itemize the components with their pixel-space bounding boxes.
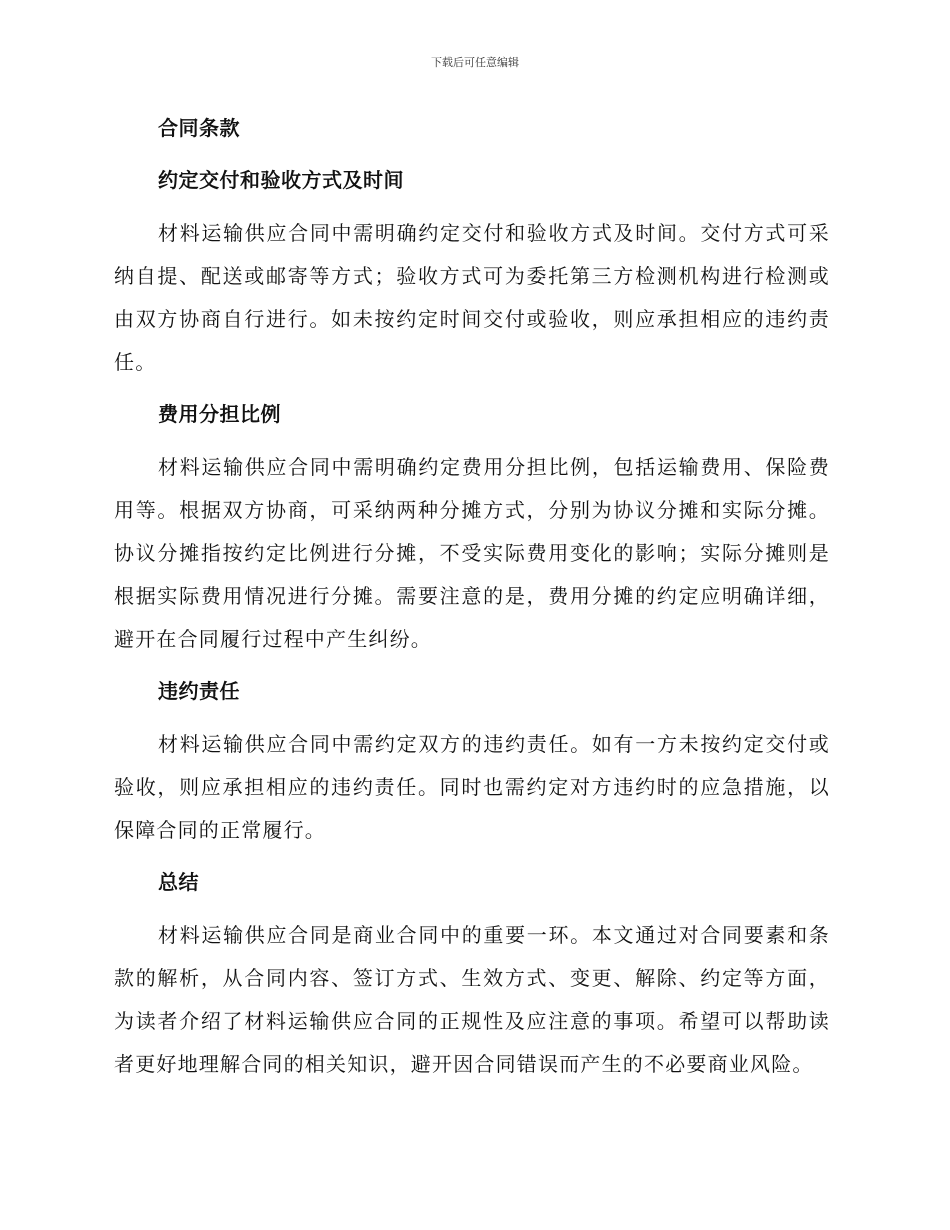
section-heading: 约定交付和验收方式及时间 xyxy=(158,168,404,192)
section-paragraph: 材料运输供应合同中需约定双方的违约责任。如有一方未按约定交付或验收，则应承担相应的违约责任。同时也需约定对方违约时的应急措施，以保障合同的正常履行。 xyxy=(114,732,830,842)
section-heading: 费用分担比例 xyxy=(158,402,281,426)
section-cost-sharing xyxy=(114,394,830,661)
section-heading: 总结 xyxy=(158,870,199,894)
section-delivery-acceptance xyxy=(114,160,830,384)
section-paragraph: 材料运输供应合同中需明确约定费用分担比例，包括运输费用、保险费用等。根据双方协商，可采纳两种分摊方式，分别为协议分摊和实际分摊。协议分摊指按约定比例进行分摊，不受实际费用变化的影响；实际分摊则是根据实际费用情况进行分摊。需要注意的是，费用分摊的约定应明确详细，避开在合同履行过程中产生纠纷。 xyxy=(114,455,830,651)
section-heading-contract-terms: 合同条款 xyxy=(158,116,240,140)
section-heading: 违约责任 xyxy=(158,679,240,703)
section-paragraph: 材料运输供应合同是商业合同中的重要一环。本文通过对合同要素和条款的解析，从合同内容、签订方式、生效方式、变更、解除、约定等方面，为读者介绍了材料运输供应合同的正规性及应注意的事项。希望可以帮助读者更好地理解合同的相关知识，避开因合同错误而产生的不必要商业风险。 xyxy=(114,923,830,1076)
section-liability xyxy=(114,671,830,852)
section-paragraph: 材料运输供应合同中需明确约定交付和验收方式及时间。交付方式可采纳自提、配送或邮寄等方式；验收方式可为委托第三方检测机构进行检测或由双方协商自行进行。如未按约定时间交付或验收，则应承担相应的违约责任。 xyxy=(114,221,830,374)
document-body xyxy=(114,108,830,1096)
section-summary xyxy=(114,862,830,1086)
page-header: 下载后可任意编辑 xyxy=(431,56,519,69)
